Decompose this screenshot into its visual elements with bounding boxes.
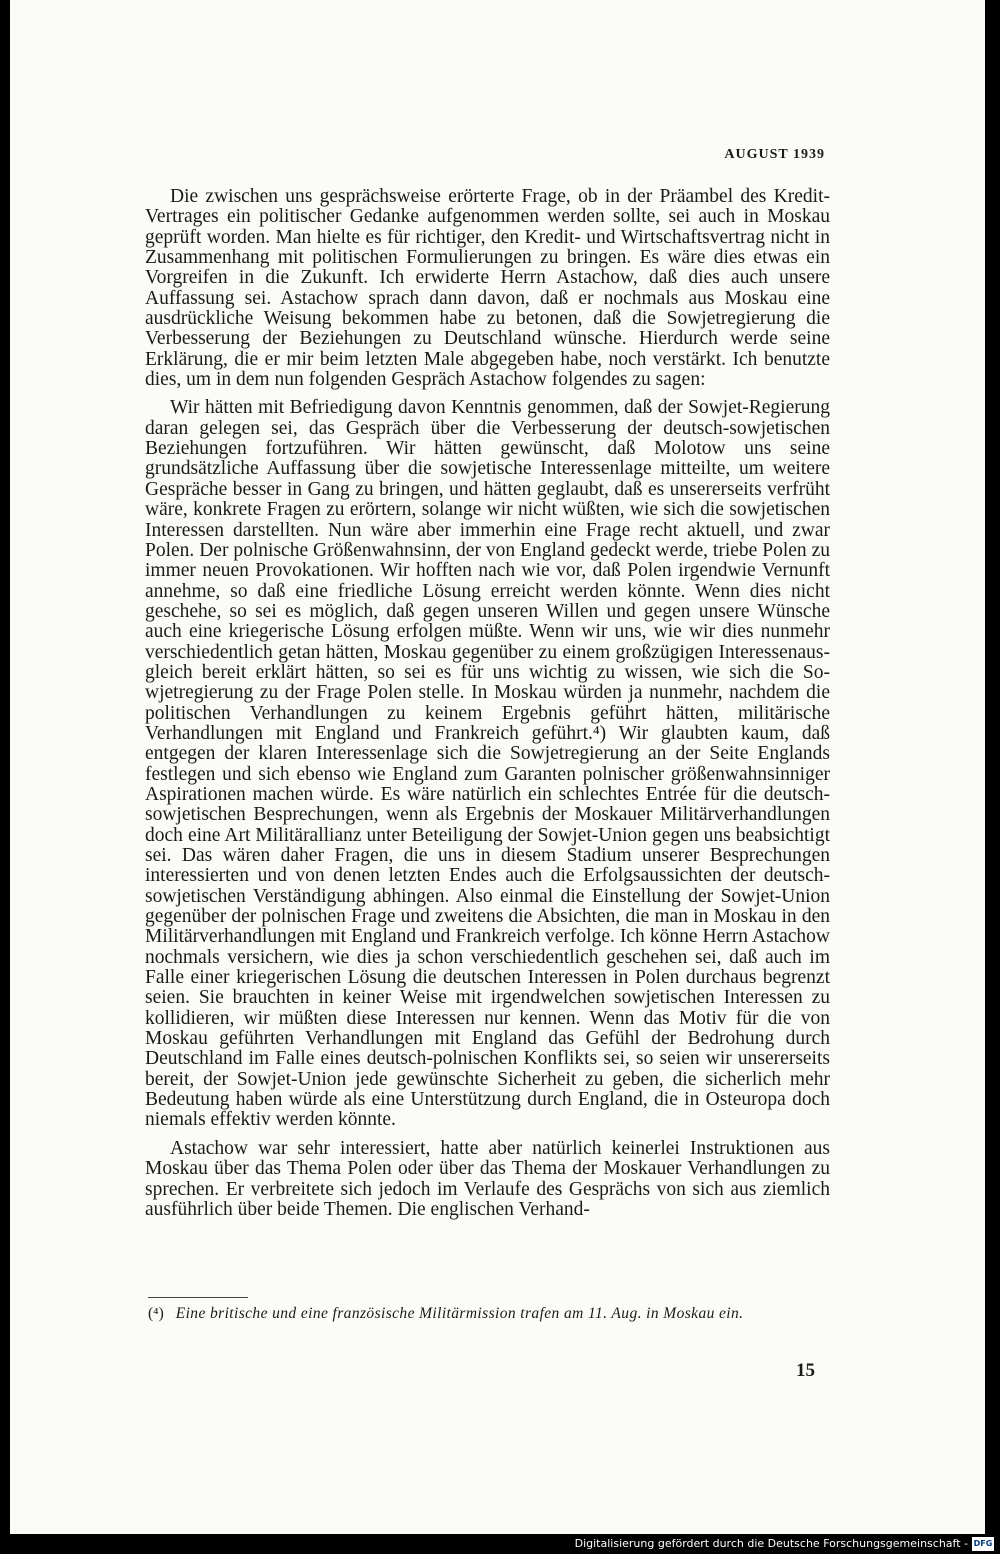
document-page — [10, 0, 985, 1534]
paragraph: Wir hätten mit Befriedigung davon Kenntnis genommen, daß der Sowjet-Regierung daran gelegen sei, das Gespräch über die Verbesserung der deutsch-sowjetischen Beziehungen fortzuführen. Wir hätten gewünscht, daß Molotow uns seine grundsätzliche Auffassung über die sowjetische Interessenlage mitteilte, um weitere Gespräche besser in Gang zu bringen, und hätten geglaubt, daß es unsererseits verfrüht wäre, konkrete Fragen zu erörtern, solange wir nicht wüßten, wie sich die sowjetischen Interessen darstellten. Nun wäre aber immerhin eine Frage recht aktuell, und zwar Polen. Der polnische Größenwahnsinn, der von England gedeckt werde, triebe Polen zu immer neuen Provokationen. Wir hofften nach wie vor, daß Polen irgendwie Vernunft annehme, so daß eine friedliche Lösung erreicht werden könnte. Wenn dies nicht geschehe, so sei es möglich, daß gegen unseren Willen und gegen unsere Wünsche auch eine kriegerische Lösung erfolgen müßte. Wenn wir uns, wie wir dies nunmehr verschiedentlich getan hätten, Moskau gegenüber zu einem großzügigen Interessenausgleich bereit erklärt hätten, so sei es für uns wichtig zu wissen, wie sich die Sowjetregierung zu der Frage Polen stelle. In Moskau würden ja nunmehr, nachdem die politischen Verhandlungen zu keinem Ergebnis geführt hätten, militärische Verhandlungen mit England und Frankreich geführt.⁴) Wir glaubten kaum, daß entgegen der klaren Interessenlage sich die Sowjetregierung an der Seite Englands festlegen und sich ebenso wie England zum Garanten polnischer größenwahnsinniger Aspirationen machen würde. Es wäre natürlich ein schlechtes Entrée für die deutsch-sowjetischen Besprechungen, wenn als Ergebnis der Moskauer Militärverhandlungen doch eine Art Militärallianz unter Beteiligung der Sowjet-Union gegen uns beabsichtigt sei. Das wären daher Fragen, die uns in diesem Stadium unserer Besprechungen interessierten und von denen letzten Endes auch die Erfolgsaussichten der deutsch-sowjetischen Verständigung abhingen. Also einmal die Einstellung der Sowjet-Union gegenüber der polnischen Frage und zweitens die Absichten, die man in Moskau in den Militärverhandlungen mit England und Frankreich verfolge. Ich könne Herrn Astachow nochmals versichern, wie dies ja schon verschiedentlich geschehen sei, daß auch im Falle einer kriegerischen Lösung die deutschen Interessen in Polen durchaus begrenzt seien. Sie brauchten in keiner Weise mit irgendwelchen sowjetischen Interessen zu kollidieren, wir müßten diese Interessen nur kennen. Wenn das Motiv für die von Moskau geführten Verhandlungen mit England das Gefühl der Bedrohung durch Deutschland im Falle eines deutsch-polnischen Konflikts sei, so seien wir unsererseits bereit, der Sowjet-Union jede gewünschte Sicherheit zu geben, die sicherlich mehr Bedeutung haben würde als eine Unterstützung durch England, die in Osteuropa doch niemals effektiv werden könnte. — [145, 397, 830, 1131]
running-head: AUGUST 1939 — [724, 147, 825, 162]
footnote-marker: (⁴) — [148, 1305, 164, 1322]
paragraph: Die zwischen uns gesprächsweise erörterte Frage, ob in der Präambel des Kredit-Vertrages ein politischer Gedanke aufgenommen werden sollte, sei auch in Moskau geprüft worden. Man hielte es für richtiger, den Kredit- und Wirtschaftsvertrag nicht in Zusammenhang mit politischen Formulierungen zu bringen. Es wäre dies etwas ein Vorgreifen in die Zukunft. Ich erwiderte Herrn Astachow, daß dies auch unsere Auffassung sei. Astachow sprach dann davon, daß er nochmals aus Moskau eine ausdrückliche Weisung bekommen habe zu betonen, daß die Sowjetregierung die Verbesserung der Beziehungen zu Deutschland wünsche. Hierdurch werde seine Erklärung, die er mir beim letzten Male abgegeben habe, noch verstärkt. Ich benutzte dies, um in dem nun folgenden Gespräch Astachow folgendes zu sagen: — [145, 186, 830, 391]
funding-note: Digitalisierung gefördert durch die Deutsche Forschungsgemeinschaft - — [574, 1537, 968, 1550]
dfg-logo: DFG — [972, 1537, 994, 1551]
footnote-divider — [148, 1297, 248, 1298]
footnote-text: Eine britische und eine französische Militärmission trafen am 11. Aug. in Moskau ein. — [175, 1305, 744, 1322]
footnote — [148, 1305, 838, 1323]
body-text — [145, 187, 830, 1228]
paragraph: Astachow war sehr interessiert, hatte aber natürlich keinerlei Instruktionen aus Moskau über das Thema Polen oder über das Thema der Moskauer Verhandlungen zu sprechen. Er verbreitete sich jedoch im Verlaufe des Gesprächs von sich aus ziemlich ausführlich über beide Themen. Die englischen Verhand- — [145, 1137, 830, 1220]
digitization-footer — [0, 1534, 1000, 1554]
page-number: 15 — [796, 1360, 815, 1381]
